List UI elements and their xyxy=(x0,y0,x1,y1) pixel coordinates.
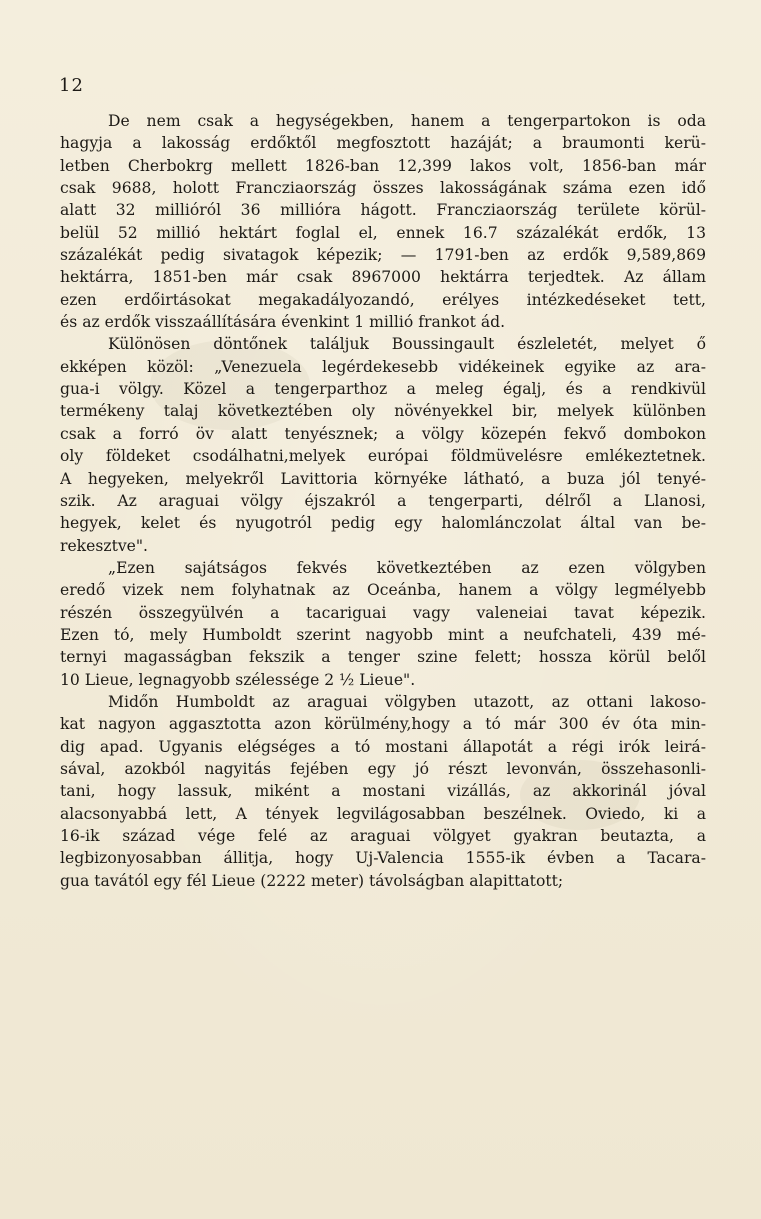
text-line: 16-ik század vége felé az araguai völgyet gyakran beutazta, a xyxy=(60,827,706,845)
text-line: letben Cherbokrg mellett 1826-ban 12,399 lakos volt, 1856-ban már xyxy=(60,156,706,175)
text-line: alacsonyabbá lett, A tények legvilágosabban beszélnek. Oviedo, ki a xyxy=(60,804,706,823)
text-line: belül 52 millió hektárt foglal el, ennek 16.7 százalékát erdők, 13 xyxy=(60,223,706,242)
paragraph xyxy=(60,333,706,556)
text-line: kat nagyon aggasztotta azon körülmény,hogy a tó már 300 év óta min- xyxy=(60,715,706,734)
text-line: legbizonyosabban állitja, hogy Uj-Valencia 1555-ik évben a Tacara- xyxy=(60,849,706,868)
text-line: részén összegyülvén a tacariguai vagy valeneiai tavat képezik. xyxy=(60,603,706,622)
text-line: Különösen döntőnek találjuk Boussingault észleletét, melyet ő xyxy=(108,335,706,354)
text-line: rekesztve". xyxy=(60,536,149,555)
text-line: ekképen közöl: „Venezuela legérdekesebb vidékeinek egyike az ara- xyxy=(60,357,706,376)
text-line: hektárra, 1851-ben már csak 8967000 hektárra terjedtek. Az állam xyxy=(60,268,706,287)
text-line: 10 Lieue, legnagyobb szélessége 2 ½ Lieue". xyxy=(60,670,416,689)
text-line: százalékát pedig sivatagok képezik; — 1791-ben az erdők 9,589,869 xyxy=(60,246,706,265)
text-line: gua-i völgy. Közel a tengerparthoz a meleg égalj, és a rendkivül xyxy=(60,380,706,399)
text-line: „Ezen sajátságos fekvés következtében az ezen völgyben xyxy=(108,558,706,577)
text-line: és az erdők visszaállítására évenkint 1 millió frankot ád. xyxy=(60,313,506,332)
text-line: A hegyeken, melyekről Lavittoria környéke látható, a buza jól tenyé- xyxy=(60,469,706,488)
body-text xyxy=(60,110,706,892)
paragraph xyxy=(60,110,706,333)
text-line: gua tavától egy fél Lieue (2222 meter) távolságban alapittatott; xyxy=(60,871,564,890)
text-line: sával, azokból nagyitás fejében egy jó részt levonván, összehasonli- xyxy=(60,759,706,778)
text-line: csak 9688, holott Francziaország összes lakosságának száma ezen idő xyxy=(60,179,706,198)
text-line: oly földeket csodálhatni,melyek európai földmüvelésre emlékeztetnek. xyxy=(60,447,706,466)
text-line: termékeny talaj következtében oly növényekkel bir, melyek különben xyxy=(60,402,706,421)
text-line: alatt 32 millióról 36 millióra hágott. Francziaország területe körül- xyxy=(60,201,706,220)
paragraph xyxy=(60,557,706,691)
text-line: szik. Az araguai völgy éjszakról a tengerparti, délről a Llanosi, xyxy=(60,491,706,510)
text-line: Ezen tó, mely Humboldt szerint nagyobb mint a neufchateli, 439 mé- xyxy=(60,625,706,644)
text-line: tani, hogy lassuk, miként a mostani vizállás, az akkorinál jóval xyxy=(60,782,706,801)
text-line: ternyi magasságban fekszik a tenger szine felett; hossza körül belől xyxy=(60,648,706,667)
text-line: csak a forró öv alatt tenyésznek; a völgy közepén fekvő dombokon xyxy=(60,424,706,443)
text-line: dig apad. Ugyanis elégséges a tó mostani állapotát a régi irók leirá- xyxy=(60,737,706,756)
text-line: De nem csak a hegységekben, hanem a tengerpartokon is oda xyxy=(108,112,706,130)
text-line: hagyja a lakosság erdőktől megfosztott hazáját; a braumonti kerü- xyxy=(60,134,706,153)
paragraph xyxy=(60,691,706,892)
text-line: hegyek, kelet és nyugotról pedig egy halomlánczolat által van be- xyxy=(60,514,706,533)
text-line: ezen erdőirtásokat megakadályozandó, erélyes intézkedéseket tett, xyxy=(60,290,706,309)
page-number: 12 xyxy=(59,75,84,96)
text-line: eredő vizek nem folyhatnak az Oceánba, hanem a völgy legmélyebb xyxy=(60,581,706,600)
text-line: Midőn Humboldt az araguai völgyben utazott, az ottani lakoso- xyxy=(108,692,706,711)
